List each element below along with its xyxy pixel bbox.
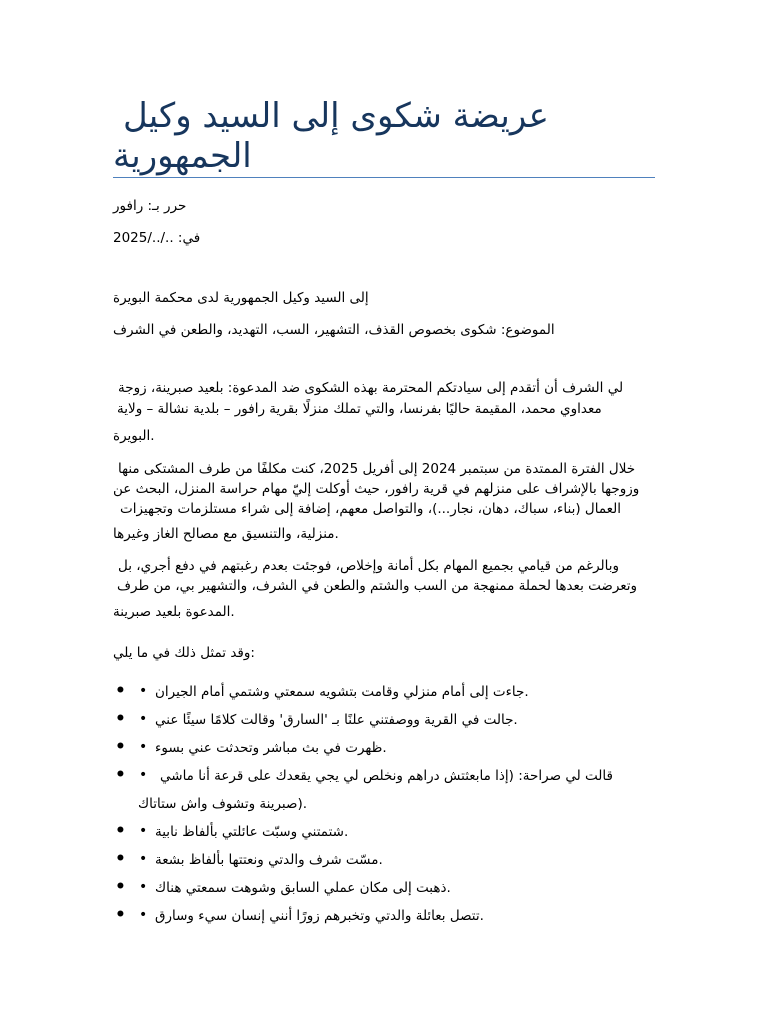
list-item-text	[155, 846, 673, 874]
title-underline	[113, 177, 655, 178]
paragraph-3	[113, 556, 637, 622]
title-line: عريضة شكوى إلى السيد وكيل	[123, 96, 549, 136]
list-item-text	[155, 818, 673, 846]
paragraph-line: البويرة.	[113, 428, 155, 444]
recipient-text: إلى السيد وكيل الجمهورية لدى محكمة البويرة	[113, 290, 369, 306]
list-item-line: تتصل بعائلة والدتي وتخبرهم زورًا أنني إنسان سيء وسارق.	[155, 908, 484, 924]
bullet-icon: •	[139, 879, 148, 895]
paragraph-1	[113, 378, 623, 447]
complaint-list	[113, 678, 673, 930]
list-item-text	[155, 706, 673, 734]
paragraph-line: المدعوة بلعيد صبرينة.	[113, 604, 235, 620]
written-at	[113, 196, 186, 216]
bullet-icon: •	[115, 681, 126, 701]
bullet-icon: •	[115, 765, 126, 785]
list-item-text	[155, 734, 673, 762]
bullet-icon: •	[115, 877, 126, 897]
list-item-line: ذهبت إلى مكان عملي السابق وشوهت سمعتي هناك.	[155, 880, 451, 896]
list-item-line: جالت في القرية ووصفتني علنًا بـ 'السارق' وقالت كلامًا سيئًا عني.	[155, 712, 518, 728]
list-item-line: مسّت شرف والدتي ونعتتها بألفاظ بشعة.	[155, 852, 383, 868]
recipient	[113, 288, 369, 308]
bullet-icon: •	[115, 821, 126, 841]
bullet-icon: •	[139, 711, 148, 727]
paragraph-line: لي الشرف أن أتقدم إلى سيادتكم المحترمة بهذه الشكوى ضد المدعوة: بلعيد صبرينة، زوجة	[118, 380, 624, 396]
paragraph-2	[113, 459, 639, 544]
bullet-icon: •	[139, 739, 148, 755]
subject	[113, 320, 555, 340]
paragraph-line: وبالرغم من قيامي بجميع المهام بكل أمانة وإخلاص، فوجئت بعدم رغبتهم في دفع أجري، بل	[118, 558, 620, 574]
list-item	[113, 762, 673, 818]
list-item	[113, 902, 673, 930]
list-item-line: صبرينة وتشوف واش ستاتاك).	[138, 796, 308, 812]
list-item-text	[155, 678, 673, 706]
subject-text: الموضوع: شكوى بخصوص القذف، التشهير، السب، التهديد، والطعن في الشرف	[113, 322, 555, 338]
list-item-line: جاءت إلى أمام منزلي وقامت بتشويه سمعتي وشتمي أمام الجيران.	[155, 684, 529, 700]
date-line	[113, 228, 200, 248]
bullet-icon: •	[115, 737, 126, 757]
bullet-icon: •	[139, 683, 148, 699]
paragraph-line: وتعرضت بعدها لحملة ممنهجة من السب والشتم والطعن في الشرف، والتشهير بي، من طرف	[117, 578, 638, 594]
list-item-text	[155, 902, 673, 930]
list-item-text	[155, 874, 673, 902]
document-title	[113, 96, 549, 176]
list-item-line: شتمتني وسبّت عائلتي بألفاظ نابية.	[155, 824, 349, 840]
list-item	[113, 874, 673, 902]
bullet-icon: •	[115, 849, 126, 869]
list-item	[113, 734, 673, 762]
paragraph-line: منزلية، والتنسيق مع مصالح الغاز وغيرها.	[113, 526, 339, 542]
list-intro-text: وقد تمثل ذلك في ما يلي:	[113, 645, 255, 661]
list-item-line: قالت لي صراحة: (إذا مابعثتش دراهم ونخلص لي يجي يقعدك على قرعة أنا ماشي	[160, 768, 613, 784]
paragraph-line: وزوجها بالإشراف على منزلهم في قرية رافور، حيث أوكلت إليّ مهام حراسة المنزل، البحث عن	[113, 481, 640, 497]
date-text: في: ../../2025	[113, 230, 201, 246]
list-item	[113, 706, 673, 734]
paragraph-line: العمال (بناء، سباك، دهان، نجار...)، والتواصل معهم، إضافة إلى شراء مستلزمات وتجهيزات	[120, 501, 622, 517]
paragraph-line: خلال الفترة الممتدة من سبتمبر 2024 إلى أفريل 2025، كنت مكلفًا من طرف المشتكى منها	[118, 461, 636, 477]
bullet-icon: •	[115, 709, 126, 729]
written-at-text: حرر بـ: رافور	[113, 198, 187, 214]
bullet-icon: •	[139, 823, 148, 839]
list-item-line: ظهرت في بث مباشر وتحدثت عني بسوء.	[155, 740, 387, 756]
list-intro	[113, 643, 255, 663]
title-line: الجمهورية	[113, 136, 252, 176]
paragraph-line: معداوي محمد، المقيمة حاليًا بفرنسا، والتي تملك منزلًا بقرية رافور – بلدية نشالة – ولاية	[117, 401, 602, 417]
list-item	[113, 678, 673, 706]
list-item-text	[138, 762, 673, 818]
list-item	[113, 846, 673, 874]
list-item	[113, 818, 673, 846]
bullet-icon: •	[139, 767, 148, 783]
bullet-icon: •	[139, 907, 148, 923]
bullet-icon: •	[139, 851, 148, 867]
bullet-icon: •	[115, 905, 126, 925]
